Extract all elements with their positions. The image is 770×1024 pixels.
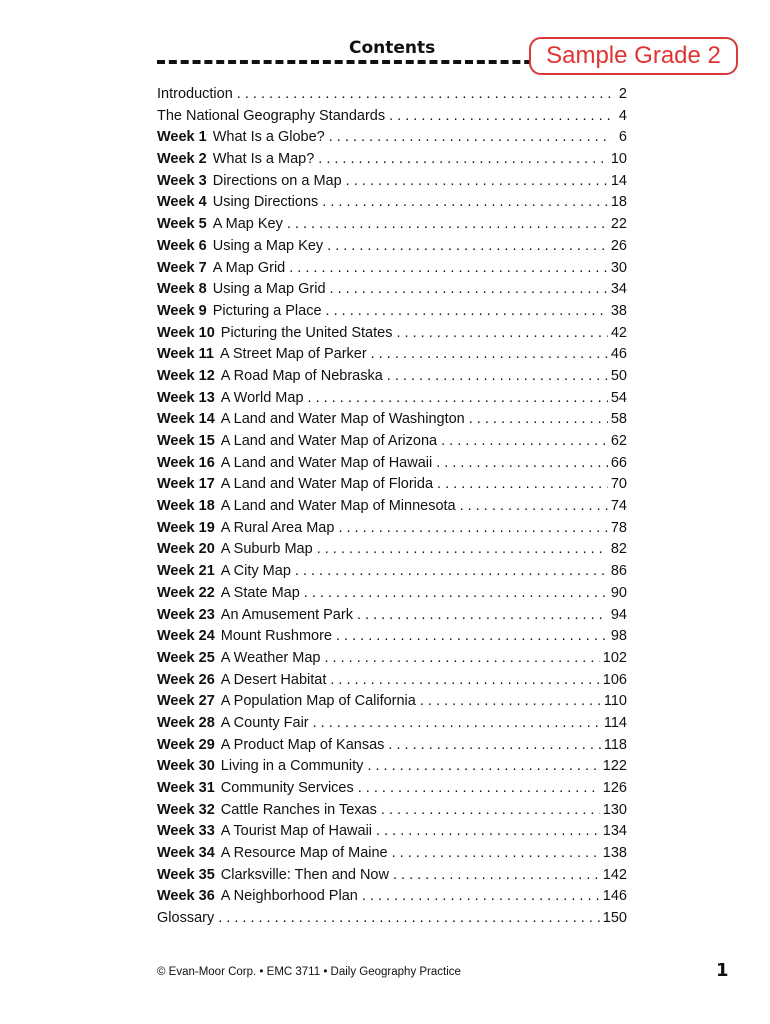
toc-week-label: Week 1	[157, 129, 207, 146]
dot-leader	[322, 192, 608, 214]
toc-page-number: 146	[602, 888, 627, 905]
toc-entry	[157, 735, 627, 757]
toc-entry-title: Picturing the United States	[220, 324, 393, 341]
toc-entry	[157, 236, 627, 258]
toc-entry-title: Picturing a Place	[212, 302, 322, 319]
table-of-contents	[157, 84, 627, 930]
toc-entry-title: A County Fair	[220, 714, 309, 731]
dot-leader	[388, 735, 600, 757]
toc-week-label: Week 14	[157, 411, 215, 428]
toc-entry-title: A City Map	[220, 563, 291, 580]
toc-entry-title: A Road Map of Nebraska	[220, 367, 383, 384]
toc-page-number: 18	[610, 194, 627, 211]
dot-leader	[420, 691, 601, 713]
footer-credit: © Evan-Moor Corp. • EMC 3711 • Daily Geography Practice	[157, 966, 461, 978]
toc-page-number: 118	[603, 736, 627, 753]
toc-page-number: 142	[602, 866, 627, 883]
toc-page-number: 42	[610, 324, 627, 341]
toc-entry-title: Cattle Ranches in Texas	[220, 801, 377, 818]
toc-entry-title: A Land and Water Map of Hawaii	[220, 454, 433, 471]
toc-page-number: 22	[610, 216, 627, 233]
toc-entry	[157, 843, 627, 865]
dot-leader	[289, 258, 608, 280]
toc-week-label: Week 13	[157, 389, 215, 406]
toc-entry-title: Mount Rushmore	[220, 628, 332, 645]
toc-entry-title: What Is a Map?	[212, 151, 315, 168]
toc-week-label: Week 35	[157, 866, 215, 883]
toc-week-label: Week 27	[157, 693, 215, 710]
toc-entry-title: Living in a Community	[220, 758, 364, 775]
toc-entry-title: The National Geography Standards	[157, 107, 386, 124]
dot-leader	[330, 279, 608, 301]
toc-week-label: Week 16	[157, 454, 215, 471]
toc-entry	[157, 756, 627, 778]
dot-leader	[387, 366, 608, 388]
toc-page-number: 94	[610, 606, 627, 623]
toc-page-number: 54	[610, 389, 627, 406]
toc-week-label: Week 25	[157, 649, 215, 666]
toc-entry-title: A World Map	[220, 389, 304, 406]
dot-leader	[317, 539, 608, 561]
toc-entry-title: A Weather Map	[220, 649, 321, 666]
toc-week-label: Week 29	[157, 736, 215, 753]
toc-page-number: 66	[610, 454, 627, 471]
toc-page-number: 6	[618, 129, 627, 146]
toc-entry	[157, 691, 627, 713]
toc-entry-title: A Resource Map of Maine	[220, 845, 388, 862]
toc-entry-title: A Land and Water Map of Minnesota	[220, 498, 456, 515]
toc-entry	[157, 192, 627, 214]
toc-page-number: 126	[602, 780, 627, 796]
dot-leader	[313, 713, 601, 735]
toc-entry-title: Using a Map Grid	[212, 281, 326, 298]
toc-entry	[157, 301, 627, 323]
dot-leader	[392, 843, 600, 865]
toc-entry	[157, 605, 627, 627]
toc-page-number: 70	[610, 476, 627, 493]
dot-leader	[330, 670, 599, 692]
dot-leader	[308, 388, 608, 410]
dot-leader	[324, 648, 599, 670]
dot-leader	[376, 821, 600, 843]
toc-page-number: 4	[618, 107, 627, 124]
toc-entry	[157, 886, 627, 908]
toc-entry	[157, 713, 627, 735]
toc-entry-title: Community Services	[220, 780, 354, 796]
toc-entry	[157, 583, 627, 605]
toc-entry	[157, 149, 627, 171]
dot-leader	[436, 453, 608, 475]
toc-page-number: 2	[618, 86, 627, 102]
dot-leader	[437, 474, 608, 496]
toc-entry-title: A State Map	[220, 584, 300, 601]
toc-entry-title: A Map Key	[212, 216, 283, 233]
toc-week-label: Week 10	[157, 324, 215, 341]
dot-leader	[469, 409, 608, 431]
dot-leader	[396, 323, 607, 345]
dot-leader	[304, 583, 608, 605]
toc-page-number: 74	[610, 498, 627, 515]
toc-week-label: Week 28	[157, 714, 215, 731]
dot-leader	[329, 127, 612, 149]
toc-week-label: Week 2	[157, 151, 207, 168]
toc-week-label: Week 32	[157, 801, 215, 818]
toc-week-label: Week 9	[157, 302, 207, 319]
toc-entry	[157, 800, 627, 822]
dot-leader	[287, 214, 608, 236]
toc-week-label: Week 19	[157, 519, 215, 536]
toc-entry	[157, 539, 627, 561]
toc-week-label: Week 17	[157, 476, 215, 493]
toc-entry-title: What Is a Globe?	[212, 129, 325, 146]
toc-week-label: Week 33	[157, 823, 215, 840]
toc-page-number: 46	[610, 346, 627, 363]
toc-page-number: 98	[610, 628, 627, 645]
toc-entry-title: A Land and Water Map of Arizona	[220, 433, 438, 449]
toc-page-number: 62	[610, 433, 627, 449]
toc-entry-title: Directions on a Map	[212, 172, 342, 189]
toc-entry	[157, 366, 627, 388]
dot-leader	[336, 626, 608, 648]
toc-entry	[157, 453, 627, 475]
toc-entry	[157, 474, 627, 496]
toc-entry-title: Clarksville: Then and Now	[220, 866, 389, 883]
toc-entry	[157, 127, 627, 149]
toc-page-number: 82	[610, 541, 627, 558]
toc-page-number: 122	[602, 758, 627, 775]
toc-entry-title: A Tourist Map of Hawaii	[220, 823, 373, 840]
toc-week-label: Week 24	[157, 628, 215, 645]
toc-week-label: Week 6	[157, 237, 207, 254]
toc-page-number: 50	[610, 367, 627, 384]
dot-leader	[371, 344, 608, 366]
toc-week-label: Week 12	[157, 367, 215, 384]
toc-page-number: 86	[610, 563, 627, 580]
toc-entry-title: A Product Map of Kansas	[220, 736, 385, 753]
toc-entry	[157, 171, 627, 193]
toc-week-label: Week 21	[157, 563, 215, 580]
dot-leader	[327, 236, 608, 258]
toc-page-number: 138	[602, 845, 627, 862]
toc-entry	[157, 778, 627, 800]
toc-entry-title: A Population Map of California	[220, 693, 416, 710]
toc-page-number: 30	[610, 259, 627, 276]
toc-entry	[157, 409, 627, 431]
toc-week-label: Week 15	[157, 433, 215, 449]
toc-week-label: Week 30	[157, 758, 215, 775]
toc-entry-title: A Street Map of Parker	[219, 346, 367, 363]
toc-week-label: Week 7	[157, 259, 207, 276]
toc-entry	[157, 214, 627, 236]
toc-week-label: Week 3	[157, 172, 207, 189]
toc-page-number: 134	[602, 823, 627, 840]
dot-leader	[362, 886, 600, 908]
toc-page-number: 114	[603, 714, 627, 731]
toc-entry	[157, 561, 627, 583]
dot-leader	[389, 106, 612, 128]
toc-entry-title: A Desert Habitat	[220, 671, 327, 688]
toc-entry-title: A Map Grid	[212, 259, 286, 276]
toc-entry-title: Using a Map Key	[212, 237, 324, 254]
toc-week-label: Week 4	[157, 194, 207, 211]
page-title: Contents	[343, 36, 441, 60]
toc-entry	[157, 496, 627, 518]
toc-entry	[157, 865, 627, 887]
dot-leader	[326, 301, 608, 323]
toc-entry-title: A Land and Water Map of Florida	[220, 476, 434, 493]
toc-entry-title: A Neighborhood Plan	[220, 888, 358, 905]
toc-entry	[157, 323, 627, 345]
toc-entry	[157, 258, 627, 280]
toc-page-number: 34	[610, 281, 627, 298]
toc-page-number: 14	[610, 172, 627, 189]
dot-leader	[338, 518, 607, 540]
toc-entry-title: A Land and Water Map of Washington	[220, 411, 465, 428]
toc-entry-title: Using Directions	[212, 194, 319, 211]
toc-week-label: Week 20	[157, 541, 215, 558]
toc-entry	[157, 518, 627, 540]
toc-entry	[157, 344, 627, 366]
toc-page-number: 150	[602, 910, 627, 927]
toc-entry	[157, 670, 627, 692]
toc-entry	[157, 388, 627, 410]
dot-leader	[218, 908, 600, 930]
toc-entry	[157, 821, 627, 843]
toc-page-number: 110	[603, 693, 627, 710]
toc-week-label: Week 5	[157, 216, 207, 233]
dot-leader	[367, 756, 599, 778]
toc-page-number: 102	[602, 649, 627, 666]
dot-leader	[346, 171, 608, 193]
toc-entry	[157, 908, 627, 930]
toc-entry	[157, 648, 627, 670]
toc-page-number: 10	[610, 151, 627, 168]
toc-page-number: 78	[610, 519, 627, 536]
toc-week-label: Week 31	[157, 780, 215, 796]
toc-page-number: 90	[610, 584, 627, 601]
sample-grade-badge: Sample Grade 2	[529, 37, 738, 75]
toc-entry	[157, 106, 627, 128]
toc-week-label: Week 34	[157, 845, 215, 862]
toc-week-label: Week 22	[157, 584, 215, 601]
toc-entry	[157, 626, 627, 648]
toc-week-label: Week 23	[157, 606, 215, 623]
toc-week-label: Week 11	[157, 346, 214, 363]
dot-leader	[460, 496, 608, 518]
toc-entry-title: Introduction	[157, 86, 233, 102]
dot-leader	[237, 84, 612, 106]
toc-entry	[157, 84, 627, 106]
toc-entry	[157, 431, 627, 453]
toc-page-number: 106	[602, 671, 627, 688]
toc-entry-title: An Amusement Park	[220, 606, 353, 623]
toc-page-number: 130	[602, 801, 627, 818]
dot-leader	[295, 561, 608, 583]
dot-leader	[358, 778, 600, 800]
toc-entry-title: A Suburb Map	[220, 541, 313, 558]
toc-week-label: Week 26	[157, 671, 215, 688]
toc-week-label: Week 8	[157, 281, 207, 298]
dot-leader	[441, 431, 608, 453]
toc-entry-title: Glossary	[157, 910, 215, 927]
toc-week-label: Week 18	[157, 498, 215, 515]
toc-entry	[157, 279, 627, 301]
toc-week-label: Week 36	[157, 888, 215, 905]
toc-page-number: 38	[610, 302, 627, 319]
dot-leader	[357, 605, 608, 627]
page-number: 1	[716, 960, 729, 981]
dot-leader	[318, 149, 608, 171]
toc-entry-title: A Rural Area Map	[220, 519, 335, 536]
toc-page-number: 26	[610, 237, 627, 254]
dot-leader	[393, 865, 600, 887]
toc-page-number: 58	[610, 411, 627, 428]
dot-leader	[381, 800, 600, 822]
